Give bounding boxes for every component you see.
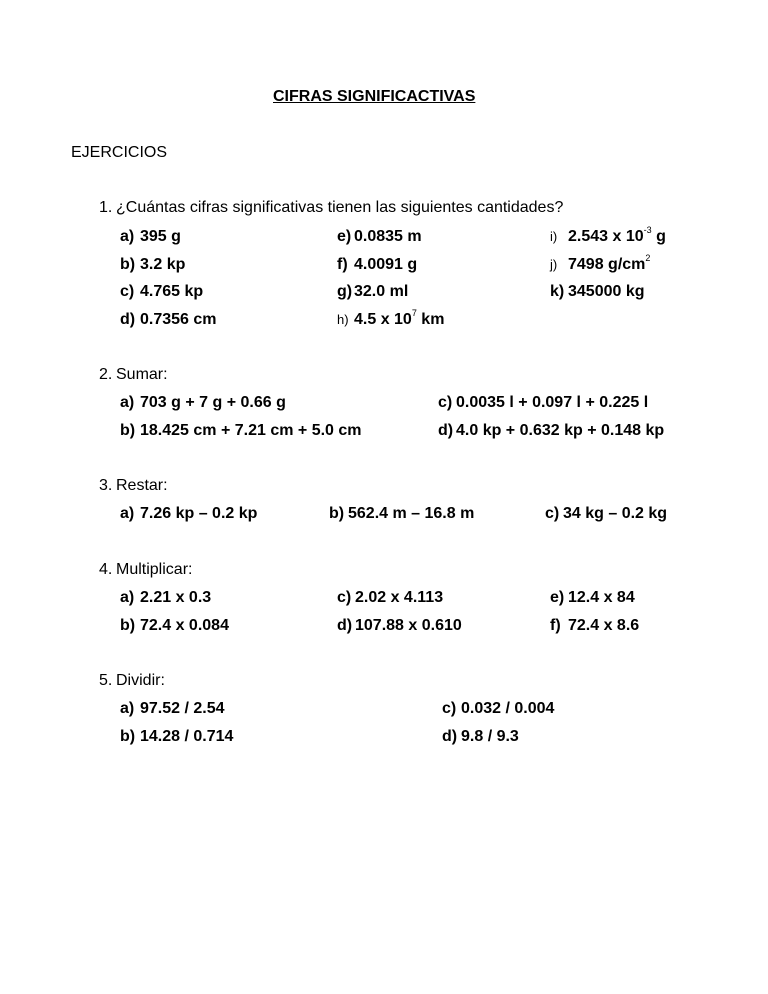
question-2-text: Sumar:: [116, 366, 168, 383]
item-label: e): [550, 589, 565, 606]
item-value-exponent: 2: [645, 252, 651, 263]
item-value: 703 g + 7 g + 0.66 g: [140, 394, 286, 411]
item-value-base: 4.5 x 10: [354, 311, 412, 328]
item-value-unit: g: [651, 228, 666, 245]
item-label: a): [120, 589, 135, 606]
q2-item-c: [438, 393, 648, 413]
q1-item-b: [120, 255, 185, 275]
item-value: 0.7356 cm: [140, 311, 217, 328]
item-value-unit: km: [416, 311, 445, 328]
item-label: b): [120, 256, 136, 273]
item-value: 97.52 / 2.54: [140, 700, 225, 717]
q1-item-h: [337, 307, 445, 330]
q1-item-j: [550, 252, 651, 275]
q5-item-b: [120, 727, 233, 747]
item-label: a): [120, 700, 135, 717]
item-value-exponent: -3: [643, 224, 652, 235]
item-label: d): [442, 728, 458, 745]
item-value-base: 7498 g/cm: [568, 256, 646, 273]
q3-item-c: [545, 504, 667, 524]
item-label: d): [337, 617, 353, 634]
item-label: b): [120, 728, 136, 745]
item-value: 4.765 kp: [140, 283, 204, 300]
question-3-text: Restar:: [116, 477, 168, 494]
q1-item-f: [337, 255, 417, 275]
item-label: k): [550, 283, 565, 300]
item-label: a): [120, 228, 135, 245]
question-2-number: 2.: [99, 366, 113, 383]
q1-item-g: [337, 282, 408, 302]
q3-item-b: [329, 504, 474, 524]
q5-item-c: [442, 699, 554, 719]
item-label: h): [337, 312, 349, 327]
q4-item-d: [337, 616, 462, 636]
q4-item-f: [550, 616, 639, 636]
item-value: 395 g: [140, 228, 181, 245]
item-label: a): [120, 394, 135, 411]
item-label: c): [337, 589, 352, 606]
q1-item-i: [550, 224, 666, 247]
section-heading: EJERCICIOS: [71, 144, 168, 161]
q1-item-k: [550, 282, 645, 302]
q3-item-a: [120, 504, 257, 524]
item-label: g): [337, 283, 353, 300]
item-label: e): [337, 228, 352, 245]
item-value: 9.8 / 9.3: [461, 728, 519, 745]
question-4-text: Multiplicar:: [116, 561, 193, 578]
item-value: 12.4 x 84: [568, 589, 635, 606]
item-value: 0.032 / 0.004: [461, 700, 555, 717]
item-value: 2.21 x 0.3: [140, 589, 212, 606]
item-value: 562.4 m – 16.8 m: [348, 505, 475, 522]
question-1-number: 1.: [99, 199, 113, 216]
item-value: 7.26 kp – 0.2 kp: [140, 505, 258, 522]
item-value: 32.0 ml: [354, 283, 409, 300]
q1-item-a: [120, 227, 181, 247]
question-5-number: 5.: [99, 672, 113, 689]
item-label: b): [120, 422, 136, 439]
item-value: 72.4 x 0.084: [140, 617, 229, 634]
q4-item-e: [550, 588, 635, 608]
q4-item-a: [120, 588, 211, 608]
item-value: 4.0091 g: [354, 256, 418, 273]
q1-item-c: [120, 282, 203, 302]
question-4-number: 4.: [99, 561, 113, 578]
page-title: CIFRAS SIGNIFICACTIVAS: [273, 88, 476, 105]
item-value: 0.0835 m: [354, 228, 422, 245]
q5-item-a: [120, 699, 225, 719]
q5-item-d: [442, 727, 519, 747]
item-value: 2.02 x 4.113: [355, 589, 444, 606]
question-5-text: Dividir:: [116, 672, 165, 689]
item-value: 34 kg – 0.2 kg: [563, 505, 668, 522]
item-value: 345000 kg: [568, 283, 645, 300]
q1-item-d: [120, 310, 217, 330]
item-value-exponent: 7: [411, 307, 417, 318]
item-label: b): [120, 617, 136, 634]
item-value: 72.4 x 8.6: [568, 617, 640, 634]
q1-item-e: [337, 227, 422, 247]
item-label: j): [550, 257, 558, 272]
item-label: c): [442, 700, 457, 717]
item-value: 4.0 kp + 0.632 kp + 0.148 kp: [456, 422, 665, 439]
item-value: 107.88 x 0.610: [355, 617, 462, 634]
item-label: c): [438, 394, 453, 411]
question-3-number: 3.: [99, 477, 113, 494]
item-label: c): [120, 283, 135, 300]
item-label: a): [120, 505, 135, 522]
item-value: 14.28 / 0.714: [140, 728, 234, 745]
item-value: 0.0035 l + 0.097 l + 0.225 l: [456, 394, 649, 411]
q2-item-a: [120, 393, 286, 413]
item-value: 18.425 cm + 7.21 cm + 5.0 cm: [140, 422, 362, 439]
item-label: d): [120, 311, 136, 328]
item-value-base: 2.543 x 10: [568, 228, 644, 245]
item-label: i): [550, 229, 558, 244]
item-label: c): [545, 505, 560, 522]
q4-item-c: [337, 588, 443, 608]
item-label: f): [337, 256, 348, 273]
q2-item-b: [120, 421, 362, 441]
q4-item-b: [120, 616, 229, 636]
item-label: d): [438, 422, 454, 439]
question-1-text: ¿Cuántas cifras significativas tienen las siguientes cantidades?: [116, 199, 564, 216]
q2-item-d: [438, 421, 664, 441]
item-label: b): [329, 505, 345, 522]
item-label: f): [550, 617, 561, 634]
item-value: 3.2 kp: [140, 256, 186, 273]
